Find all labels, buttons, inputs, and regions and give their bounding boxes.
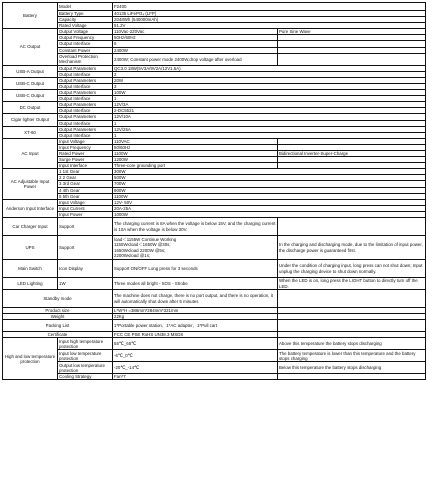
value-cell: 6 xyxy=(113,41,278,47)
value-cell: Three modes all bright - SOS - Strobe xyxy=(113,278,278,290)
param-cell: Output Interface xyxy=(58,96,113,102)
param-cell: Output Voltage xyxy=(58,29,113,35)
value-cell: 51.2V xyxy=(113,23,426,29)
value-cell: 1200W xyxy=(113,157,278,163)
table-row xyxy=(3,236,426,260)
value-cell: 1100W xyxy=(113,193,426,199)
section-ac-output-label: AC Output xyxy=(3,29,58,65)
value-cell: -6℃_0℃ xyxy=(113,350,278,362)
value-cell: 700W xyxy=(113,181,426,187)
value-cell: 2400W; Constant power mode 2400W,drop voltage after overload xyxy=(113,53,278,65)
value-cell: Three-core grounding port xyxy=(113,163,278,169)
note-cell: Bidirectional Inverter-Super-Charge xyxy=(278,150,426,156)
value-cell: 1 xyxy=(113,120,426,126)
param-cell: Input Frequency xyxy=(58,144,113,150)
note-cell xyxy=(278,320,426,332)
value-cell: 22Kg xyxy=(113,314,278,320)
section-standby-label: Standby mode xyxy=(3,290,113,308)
value-cell: 1000W xyxy=(113,211,426,217)
table-row xyxy=(3,53,426,65)
table-row xyxy=(3,374,426,380)
value-cell: 110Vac-220Vac xyxy=(113,29,278,35)
value-cell: 12V/10A xyxy=(113,114,426,120)
note-cell: Below this temperature the battery stops discharging xyxy=(278,362,426,374)
section-usb-a-label: USB-A Output xyxy=(3,65,58,77)
param-cell: Output Frequency xyxy=(58,35,113,41)
value-cell: 50Hz/60Hz xyxy=(113,35,278,41)
table-row xyxy=(3,218,426,236)
note-cell xyxy=(278,218,426,236)
table-row xyxy=(3,290,426,308)
note-cell: The battery temperature is lower than this temperature and the battery stops charging xyxy=(278,350,426,362)
value-cell: 1100W xyxy=(113,150,278,156)
table-row xyxy=(3,362,426,374)
param-cell: Surge Power xyxy=(58,157,113,163)
value-cell: 1*Portable power station、1*AC adapter、1*Pull cart xyxy=(113,320,278,332)
param-cell: Output Parameters xyxy=(58,126,113,132)
section-main-switch-label: Main Switch xyxy=(3,260,58,278)
param-cell: 1W xyxy=(58,278,113,290)
param-cell: Rated Power xyxy=(58,150,113,156)
param-cell: Input Voltage xyxy=(58,138,113,144)
value-cell: 3 xyxy=(113,83,426,89)
value-cell: 20A-25A xyxy=(113,205,426,211)
spec-table xyxy=(2,2,426,380)
param-cell: Battery Type xyxy=(58,11,113,17)
value-cell: load＜1155W Continue Working 1155W≤load＜1650W @30s; 1650W≤load 2200W @5s; 2200W≤load @1s; xyxy=(113,236,278,260)
value-cell: 500W xyxy=(113,175,426,181)
param-cell: Output Parameters xyxy=(58,90,113,96)
param-cell: 2 2 Gear xyxy=(58,175,113,181)
value-cell: The charging current is 8A when the voltage is below 15V, and the charging current is 10A when the voltage is below 30V. xyxy=(113,218,278,236)
section-product-size-label: Product size xyxy=(3,308,113,314)
param-cell: Support xyxy=(58,218,113,236)
value-cell: 12V- 50V xyxy=(113,199,426,205)
note-cell: Pure Sine Wave xyxy=(278,29,426,35)
param-cell: Input Power xyxy=(58,211,113,217)
value-cell: Support ON/OFF Long press for 3 seconds xyxy=(113,260,278,278)
param-cell: Constant Power xyxy=(58,47,113,53)
note-cell: When the LED is on, long press the LIGHT button to directly turn off the LED. xyxy=(278,278,426,290)
param-cell: Rated Voltage xyxy=(58,23,113,29)
param-cell: Input Interface xyxy=(58,163,113,169)
value-cell: 2048Wh (640000mAh) xyxy=(113,17,426,23)
value-cell: 100W xyxy=(113,90,426,96)
value-cell: 900W xyxy=(113,187,426,193)
param-cell: Output Parameters xyxy=(58,65,113,71)
note-cell xyxy=(278,374,426,380)
section-packing-list-label: Packing List xyxy=(3,320,113,332)
param-cell: Output Interface xyxy=(58,108,113,114)
value-cell: 40135 LiFePO₄ (LFP) xyxy=(113,11,426,17)
value-cell: The machine does not charge, there is no port output, and there is no operation, it will automatically shut down after 5 minutes xyxy=(113,290,278,308)
param-cell: 5 5th Gear xyxy=(58,193,113,199)
value-cell: 50/60Hz xyxy=(113,144,278,150)
value-cell: 2-DC5521 xyxy=(113,108,426,114)
section-anderson-label: Anderson Input Interface xyxy=(3,199,58,217)
param-cell: 3 3rd Gear xyxy=(58,181,113,187)
value-cell: QC3.0 18W(5V3A/9V2A/12V1.5A) xyxy=(113,65,426,71)
table-row xyxy=(3,3,426,11)
value-cell: 2 xyxy=(113,71,426,77)
section-battery-label: Battery xyxy=(3,3,58,29)
section-cigar-lighter-label: Cigar lighter Output xyxy=(3,114,58,126)
param-cell: Output Interface xyxy=(58,120,113,126)
param-cell: Input high temperature protection xyxy=(58,338,113,350)
param-cell: Model xyxy=(58,3,113,11)
param-cell: Output Parameters xyxy=(58,102,113,108)
table-row xyxy=(3,338,426,350)
value-cell: 12V/3A xyxy=(113,102,426,108)
value-cell: 300W xyxy=(113,169,426,175)
value-cell: FCC CE PSE RoHS UN38.3 MSDS xyxy=(113,332,278,338)
section-led-label: LED Lighting xyxy=(3,278,58,290)
note-cell: Under the condition of charging input, long press can not shut down; Input unplug the charging device to shut down normally. xyxy=(278,260,426,278)
param-cell: Output Interface xyxy=(58,41,113,47)
note-cell: In the charging and discharging mode, due to the limitation of input power, the discharge power is guaranteed first. xyxy=(278,236,426,260)
param-cell: 4 4th Gear xyxy=(58,187,113,193)
value-cell: 12V/25A xyxy=(113,126,426,132)
value-cell: 1 xyxy=(113,132,426,138)
value-cell: -20℃_-14℃ xyxy=(113,362,278,374)
section-ac-adjustable-label: AC Adjustable Input Power xyxy=(3,169,58,199)
param-cell: Output Parameters xyxy=(58,114,113,120)
section-ups-label: UPS xyxy=(3,236,58,260)
value-cell: 1 xyxy=(113,96,426,102)
section-certificate-label: Certificate xyxy=(3,332,113,338)
spec-sheet xyxy=(2,2,425,380)
param-cell: Support xyxy=(58,236,113,260)
param-cell: Output Interface xyxy=(58,132,113,138)
table-row xyxy=(3,350,426,362)
section-dc-output-label: DC Output xyxy=(3,102,58,114)
table-row xyxy=(3,278,426,290)
param-cell: Output Parameters xyxy=(58,77,113,83)
section-temperature-label: High and low temperature protection xyxy=(3,338,58,380)
value-cell: 55℃_65℃ xyxy=(113,338,278,350)
param-cell: Input Voltage xyxy=(58,199,113,205)
table-row xyxy=(3,260,426,278)
section-car-charger-label: Car Charger Input xyxy=(3,218,58,236)
param-cell: Overload Protection Mechanism xyxy=(58,53,113,65)
section-usb-c-label: USB-C Output xyxy=(3,77,58,89)
section-xt60-label: XT-60 xyxy=(3,126,58,138)
param-cell: Cooling Strategy xyxy=(58,374,113,380)
value-cell: 20W xyxy=(113,77,426,83)
value-cell: L*W*H =386mm*284mm*321mm xyxy=(113,308,278,314)
param-cell: Capacity xyxy=(58,17,113,23)
param-cell: Output Interface xyxy=(58,83,113,89)
table-row xyxy=(3,320,426,332)
value-cell: 2400W xyxy=(113,47,278,53)
param-cell: Input Current xyxy=(58,205,113,211)
param-cell: 1 1st Gear xyxy=(58,169,113,175)
note-cell: Above this temperature the battery stops discharging xyxy=(278,338,426,350)
value-cell: Fan*7 xyxy=(113,374,278,380)
note-cell xyxy=(278,290,426,308)
param-cell: Output Interface xyxy=(58,71,113,77)
value-cell: 110VAC xyxy=(113,138,278,144)
value-cell: F2400 xyxy=(113,3,426,11)
section-weight-label: Weight xyxy=(3,314,113,320)
section-usb-c-pd-label: USB-C Output xyxy=(3,90,58,102)
param-cell: Output low temperature protection xyxy=(58,362,113,374)
param-cell: Input low temperature protection xyxy=(58,350,113,362)
note-cell xyxy=(278,53,426,65)
param-cell: Icon Display xyxy=(58,260,113,278)
section-ac-input-label: AC Input xyxy=(3,138,58,168)
